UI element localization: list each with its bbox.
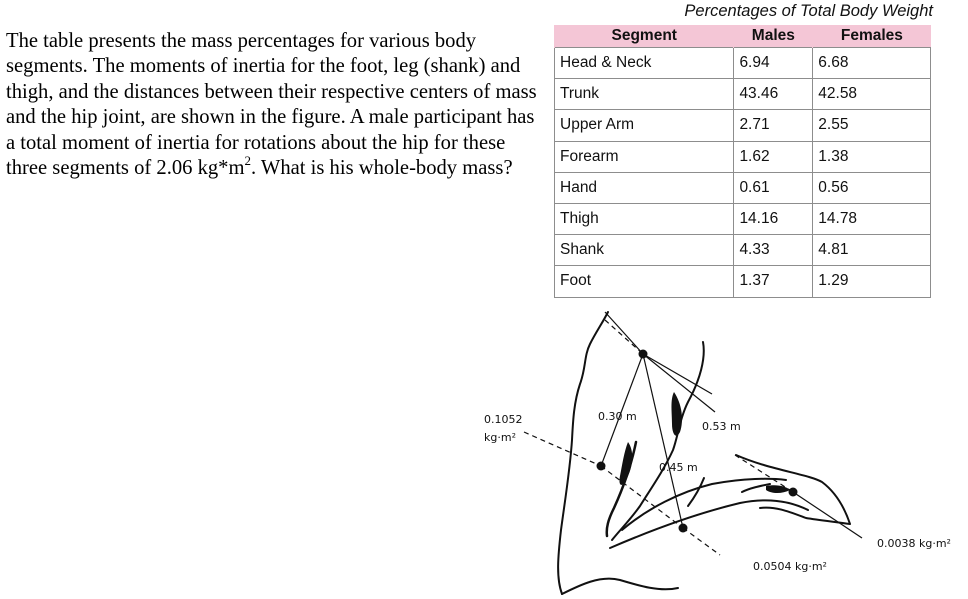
body-segment-table [554, 25, 931, 298]
problem-text-part1: The table presents the mass percentages for various body segments. The moments of inertia for the foot, leg (shank) and thigh, and the distances between their respective centers of mass and the hip joint, are shown in the figure. A male participant has a total moment of inertia for rotations about the hip for these three segments of 2.06 kg*m [6, 30, 537, 180]
table-row [555, 79, 931, 110]
segment-cell: Head & Neck [555, 48, 734, 79]
table-row [555, 235, 931, 266]
foot-inertia-label: 0.0038 kg·m² [877, 537, 951, 550]
table-row [555, 110, 931, 141]
hip-joint-point [639, 350, 648, 359]
females-cell: 1.29 [813, 266, 931, 297]
table-title: Percentages of Total Body Weight [684, 2, 933, 20]
females-cell: 2.55 [813, 110, 931, 141]
dashed-lines [524, 320, 793, 555]
females-cell: 14.78 [813, 203, 931, 234]
males-cell: 4.33 [734, 235, 813, 266]
segment-cell: Trunk [555, 79, 734, 110]
muscle-patch [619, 442, 632, 485]
shank-com-point [679, 524, 688, 533]
table-row [555, 266, 931, 297]
segment-cell: Hand [555, 172, 734, 203]
thigh-inertia-unit: kg·m² [484, 431, 516, 444]
muscle-patch [672, 392, 683, 436]
muscle-patch [766, 485, 790, 493]
males-cell: 43.46 [734, 79, 813, 110]
segment-cell: Foot [555, 266, 734, 297]
foot-distance-label: 0.53 m [702, 420, 741, 433]
females-cell: 4.81 [813, 235, 931, 266]
thigh-inertia-value: 0.1052 [484, 413, 523, 426]
foot-com-point [789, 488, 798, 497]
header-males: Males [734, 25, 813, 48]
leg-outline [558, 312, 850, 594]
males-cell: 1.37 [734, 266, 813, 297]
table-row [555, 141, 931, 172]
males-cell: 0.61 [734, 172, 813, 203]
males-cell: 14.16 [734, 203, 813, 234]
segment-cell: Thigh [555, 203, 734, 234]
females-cell: 42.58 [813, 79, 931, 110]
males-cell: 6.94 [734, 48, 813, 79]
females-cell: 1.38 [813, 141, 931, 172]
segment-cell: Upper Arm [555, 110, 734, 141]
table-row [555, 172, 931, 203]
females-cell: 6.68 [813, 48, 931, 79]
segment-cell: Shank [555, 235, 734, 266]
problem-statement [6, 29, 540, 181]
problem-text-part2: . What is his whole-body mass? [251, 157, 513, 180]
females-cell: 0.56 [813, 172, 931, 203]
table-row [555, 48, 931, 79]
problem-superscript: 2 [244, 153, 251, 169]
males-cell: 2.71 [734, 110, 813, 141]
header-females: Females [813, 25, 931, 48]
segment-cell: Forearm [555, 141, 734, 172]
leg-inertia-figure [470, 300, 968, 599]
thigh-distance-label: 0.30 m [598, 410, 637, 423]
table-header-row [555, 25, 931, 48]
header-segment: Segment [555, 25, 734, 48]
table-row [555, 203, 931, 234]
thigh-com-point [597, 462, 606, 471]
shank-inertia-label: 0.0504 kg·m² [753, 560, 827, 573]
males-cell: 1.62 [734, 141, 813, 172]
shank-distance-label: 0.45 m [659, 461, 698, 474]
